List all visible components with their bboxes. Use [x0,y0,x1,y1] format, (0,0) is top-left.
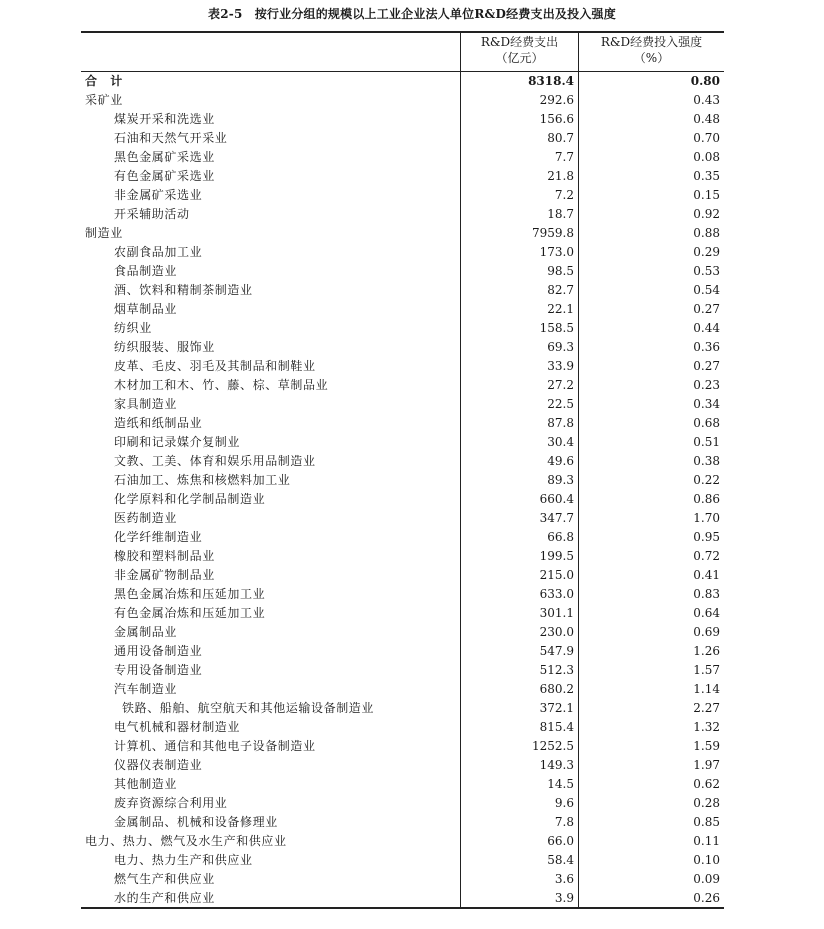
table-row [81,395,724,414]
table-row [81,547,724,566]
industry-name: 医药制造业 [114,511,178,525]
table-row [81,680,724,699]
table-row [81,129,724,148]
industry-name: 其他制造业 [114,777,178,791]
industry-name: 金属制品业 [114,625,178,639]
table-row [81,452,724,471]
industry-name: 铁路、船舶、航空航天和其他运输设备制造业 [122,701,375,715]
header-rd-expenditure [461,34,578,66]
industry-name: 烟草制品业 [114,302,178,316]
table-row [81,509,724,528]
rd-expenditure-value: 22.1 [547,302,574,316]
table-row [81,91,724,110]
table-row [81,623,724,642]
rd-intensity-value: 0.29 [693,245,720,259]
rd-intensity-value: 0.35 [693,169,720,183]
table-row [81,737,724,756]
rd-expenditure-value: 14.5 [547,777,574,791]
industry-name: 石油和天然气开采业 [114,131,228,145]
rd-intensity-value: 0.23 [693,378,720,392]
rd-expenditure-value: 3.9 [554,891,574,905]
industry-name: 开采辅助活动 [114,207,190,221]
table-body [81,72,724,908]
industry-name: 有色金属矿采选业 [114,169,215,183]
industry-name: 汽车制造业 [114,682,178,696]
rd-expenditure-value: 156.6 [539,112,574,126]
table-title: 表2-5 按行业分组的规模以上工业企业法人单位R&D经费支出及投入强度 [208,7,616,21]
industry-name: 食品制造业 [114,264,178,278]
table-top-rule [81,31,724,33]
industry-name: 文教、工美、体育和娱乐用品制造业 [114,454,316,468]
industry-name: 通用设备制造业 [114,644,203,658]
rd-intensity-value: 1.14 [693,682,720,696]
industry-name: 有色金属冶炼和压延加工业 [114,606,266,620]
rd-intensity-value: 0.70 [693,131,720,145]
table-row [81,889,724,908]
table-row [81,832,724,851]
rd-expenditure-value: 98.5 [547,264,574,278]
industry-name: 石油加工、炼焦和核燃料加工业 [114,473,291,487]
rd-expenditure-value: 66.8 [547,530,574,544]
rd-expenditure-value: 66.0 [547,834,574,848]
rd-intensity-value: 0.26 [693,891,720,905]
rd-intensity-value: 0.54 [693,283,720,297]
table-row [81,167,724,186]
rd-expenditure-value: 87.8 [547,416,574,430]
table-row [81,775,724,794]
industry-name: 金属制品、机械和设备修理业 [114,815,278,829]
rd-expenditure-value: 547.9 [539,644,574,658]
rd-intensity-value: 0.27 [693,359,720,373]
rd-intensity-value: 0.44 [693,321,720,335]
rd-expenditure-value: 158.5 [539,321,574,335]
rd-expenditure-value: 680.2 [539,682,574,696]
rd-expenditure-value: 7.8 [554,815,574,829]
rd-intensity-value: 0.27 [693,302,720,316]
rd-expenditure-value: 22.5 [547,397,574,411]
rd-expenditure-value: 372.1 [539,701,574,715]
industry-name: 水的生产和供应业 [114,891,215,905]
industry-name: 黑色金属冶炼和压延加工业 [114,587,266,601]
rd-expenditure-value: 1252.5 [532,739,574,753]
rd-intensity-value: 0.28 [693,796,720,810]
industry-name: 电力、热力、燃气及水生产和供应业 [85,834,287,848]
rd-intensity-value: 0.38 [693,454,720,468]
rd-expenditure-value: 82.7 [547,283,574,297]
rd-intensity-value: 0.10 [693,853,720,867]
rd-expenditure-value: 815.4 [539,720,574,734]
industry-name: 造纸和纸制品业 [114,416,203,430]
industry-name: 农副食品加工业 [114,245,203,259]
table-row [81,72,724,91]
industry-name: 化学原料和化学制品制造业 [114,492,266,506]
rd-intensity-value: 1.26 [693,644,720,658]
industry-name: 电气机械和器材制造业 [114,720,241,734]
table-row [81,414,724,433]
table-row [81,566,724,585]
rd-intensity-value: 1.32 [693,720,720,734]
rd-intensity-value: 0.36 [693,340,720,354]
industry-name: 木材加工和木、竹、藤、棕、草制品业 [114,378,329,392]
industry-name: 橡胶和塑料制品业 [114,549,215,563]
table-row [81,851,724,870]
industry-name: 制造业 [85,226,123,240]
table-row [81,338,724,357]
industry-name: 皮革、毛皮、羽毛及其制品和制鞋业 [114,359,316,373]
rd-intensity-value: 0.72 [693,549,720,563]
header-rd-intensity [579,34,724,66]
table-row [81,528,724,547]
industry-name: 电力、热力生产和供应业 [114,853,253,867]
rd-intensity-value: 0.62 [693,777,720,791]
industry-name: 印刷和记录媒介复制业 [114,435,241,449]
table-row [81,205,724,224]
rd-intensity-value: 0.69 [693,625,720,639]
rd-expenditure-value: 9.6 [554,796,574,810]
rd-expenditure-value: 49.6 [547,454,574,468]
rd-intensity-value: 0.09 [693,872,720,886]
industry-name: 废弃资源综合利用业 [114,796,228,810]
rd-expenditure-value: 7.2 [554,188,574,202]
rd-expenditure-value: 8318.4 [528,74,574,88]
rd-expenditure-value: 7959.8 [532,226,574,240]
table-row [81,794,724,813]
rd-intensity-value: 0.11 [693,834,720,848]
table-row [81,186,724,205]
table-row [81,756,724,775]
rd-intensity-value: 2.27 [693,701,720,715]
table-row [81,243,724,262]
table-row [81,490,724,509]
industry-name: 合 计 [85,74,123,88]
rd-expenditure-value: 7.7 [554,150,574,164]
rd-expenditure-value: 89.3 [547,473,574,487]
table-row [81,281,724,300]
rd-expenditure-value: 30.4 [547,435,574,449]
table-row [81,110,724,129]
rd-expenditure-value: 173.0 [539,245,574,259]
table-row [81,224,724,243]
rd-intensity-value: 0.08 [693,150,720,164]
rd-intensity-value: 0.80 [690,74,720,88]
table-row [81,585,724,604]
industry-name: 煤炭开采和洗选业 [114,112,215,126]
rd-expenditure-value: 347.7 [539,511,574,525]
table-row [81,357,724,376]
rd-intensity-value: 1.70 [693,511,720,525]
table-row [81,699,724,718]
rd-intensity-value: 0.85 [693,815,720,829]
table-row [81,300,724,319]
industry-name: 化学纤维制造业 [114,530,203,544]
table-row [81,813,724,832]
rd-intensity-value: 1.57 [693,663,720,677]
table-row [81,870,724,889]
rd-expenditure-value: 69.3 [547,340,574,354]
rd-intensity-value: 1.97 [693,758,720,772]
rd-expenditure-value: 18.7 [547,207,574,221]
rd-intensity-value: 0.15 [693,188,720,202]
industry-name: 仪器仪表制造业 [114,758,203,772]
industry-name: 非金属矿采选业 [114,188,203,202]
table-row [81,718,724,737]
rd-expenditure-value: 215.0 [539,568,574,582]
rd-intensity-value: 0.41 [693,568,720,582]
rd-intensity-value: 0.43 [693,93,720,107]
industry-name: 纺织服装、服饰业 [114,340,215,354]
rd-expenditure-value: 199.5 [539,549,574,563]
table-row [81,262,724,281]
rd-expenditure-value: 80.7 [547,131,574,145]
header-rd-intensity-unit: （%） [633,51,670,65]
rd-intensity-value: 0.34 [693,397,720,411]
rd-intensity-value: 0.53 [693,264,720,278]
rd-intensity-value: 0.95 [693,530,720,544]
header-rd-expenditure-label: R&D经费支出 [480,35,559,49]
table-row [81,642,724,661]
industry-name: 采矿业 [85,93,123,107]
rd-intensity-value: 0.64 [693,606,720,620]
rd-expenditure-value: 660.4 [539,492,574,506]
rd-expenditure-value: 230.0 [539,625,574,639]
industry-name: 非金属矿物制品业 [114,568,215,582]
header-rd-intensity-label: R&D经费投入强度 [600,35,703,49]
rd-intensity-value: 0.92 [693,207,720,221]
rd-intensity-value: 0.68 [693,416,720,430]
industry-name: 黑色金属矿采选业 [114,150,215,164]
header-rd-expenditure-unit: （亿元） [495,51,544,65]
industry-name: 酒、饮料和精制茶制造业 [114,283,253,297]
rd-expenditure-value: 149.3 [539,758,574,772]
rd-expenditure-value: 633.0 [539,587,574,601]
rd-expenditure-value: 3.6 [554,872,574,886]
table-row [81,604,724,623]
rd-intensity-value: 0.51 [693,435,720,449]
rd-intensity-value: 0.22 [693,473,720,487]
table-row [81,471,724,490]
rd-intensity-value: 0.48 [693,112,720,126]
rd-expenditure-value: 33.9 [547,359,574,373]
rd-intensity-value: 1.59 [693,739,720,753]
rd-expenditure-value: 27.2 [547,378,574,392]
industry-name: 专用设备制造业 [114,663,203,677]
rd-expenditure-value: 58.4 [547,853,574,867]
industry-name: 纺织业 [114,321,152,335]
table-row [81,433,724,452]
industry-name: 燃气生产和供应业 [114,872,215,886]
table-row [81,148,724,167]
industry-name: 计算机、通信和其他电子设备制造业 [114,739,316,753]
industry-name: 家具制造业 [114,397,178,411]
rd-intensity-value: 0.86 [693,492,720,506]
rd-expenditure-value: 292.6 [539,93,574,107]
table-row [81,661,724,680]
rd-expenditure-value: 512.3 [539,663,574,677]
rd-intensity-value: 0.88 [693,226,720,240]
rd-intensity-value: 0.83 [693,587,720,601]
rd-expenditure-value: 21.8 [547,169,574,183]
table-row [81,376,724,395]
rd-expenditure-value: 301.1 [539,606,574,620]
table-row [81,319,724,338]
